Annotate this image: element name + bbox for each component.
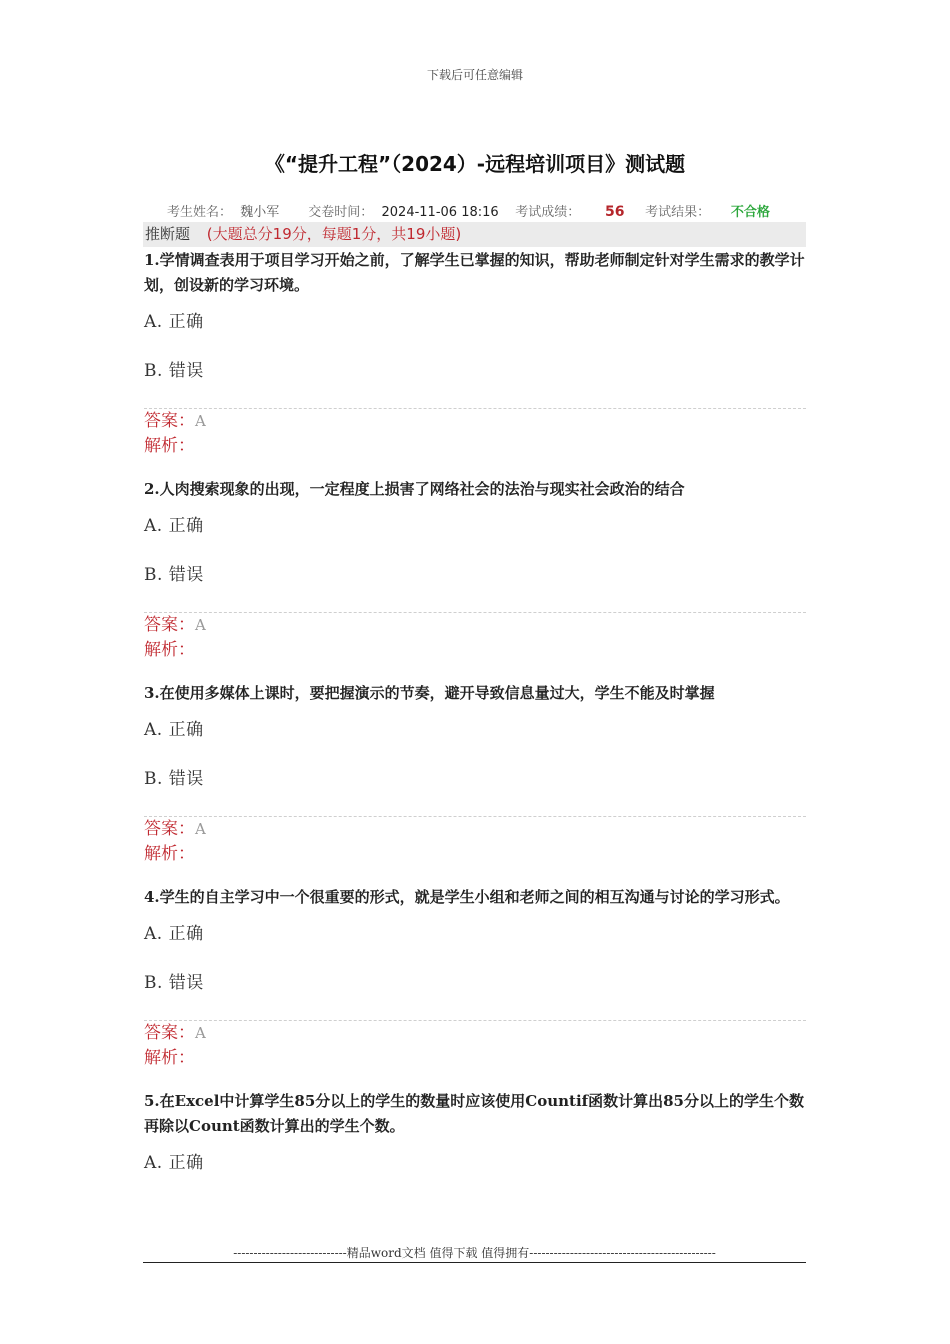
examinee-name: 魏小军 [240, 205, 280, 220]
question-text: 5.在Excel中计算学生85分以上的学生的数量时应该使用Countif函数计算出85分以上的学生个数再除以Count函数计算出的学生个数。 [144, 1092, 804, 1135]
question-1 [144, 248, 806, 477]
option-b[interactable]: B. 错误 [144, 769, 204, 789]
question-list [144, 248, 806, 1200]
answer-label: 答案： [144, 819, 195, 839]
option-a[interactable]: A. 正确 [144, 516, 204, 536]
question-text: 4.学生的自主学习中一个很重要的形式，就是学生小组和老师之间的相互沟通与讨论的学习形式。 [144, 888, 790, 906]
answer-row [144, 613, 806, 638]
exam-result: 不合格 [730, 205, 770, 220]
page-header-note: 下载后可任意编辑 [426, 68, 523, 82]
option-b[interactable]: B. 错误 [144, 361, 204, 381]
question-2 [144, 477, 806, 681]
question-4 [144, 885, 806, 1089]
section-info: (大题总分19分，每题1分，共19小题) [206, 225, 462, 243]
answer-value: A [195, 616, 206, 634]
answer-row [144, 817, 806, 842]
submit-time: 2024-11-06 18:16 [381, 205, 499, 220]
document-title: 《“提升工程”（2024）-远程培训项目》测试题 [264, 152, 686, 176]
question-3 [144, 681, 806, 885]
question-text: 2.人肉搜索现象的出现，一定程度上损害了网络社会的法治与现实社会政治的结合 [144, 480, 685, 498]
answer-label: 答案： [144, 615, 195, 635]
answer-row [144, 409, 806, 434]
submit-time-label: 交卷时间： [308, 205, 374, 220]
footer-rule [143, 1262, 806, 1263]
answer-value: A [195, 1024, 206, 1042]
name-label: 考生姓名： [167, 205, 233, 220]
option-a[interactable]: A. 正确 [144, 924, 204, 944]
section-title: 推断题 [145, 225, 191, 243]
exam-score: 56 [605, 204, 625, 220]
question-text: 3.在使用多媒体上课时，要把握演示的节奏，避开导致信息量过大，学生不能及时掌握 [144, 684, 715, 702]
result-label: 考试结果： [645, 205, 711, 220]
option-a[interactable]: A. 正确 [144, 1153, 204, 1173]
exam-meta [167, 201, 770, 220]
option-a[interactable]: A. 正确 [144, 312, 204, 332]
analysis-label: 解析： [144, 436, 195, 456]
answer-value: A [195, 412, 206, 430]
option-a[interactable]: A. 正确 [144, 720, 204, 740]
answer-value: A [195, 820, 206, 838]
option-b[interactable]: B. 错误 [144, 973, 204, 993]
score-label: 考试成绩： [515, 205, 581, 220]
answer-row [144, 1021, 806, 1046]
section-header [143, 222, 806, 247]
question-text: 1.学情调查表用于项目学习开始之前，了解学生已掌握的知识，帮助老师制定针对学生需求的教学计划，创设新的学习环境。 [144, 251, 805, 294]
analysis-label: 解析： [144, 1048, 195, 1068]
option-b[interactable]: B. 错误 [144, 565, 204, 585]
analysis-label: 解析： [144, 844, 195, 864]
answer-label: 答案： [144, 1023, 195, 1043]
answer-label: 答案： [144, 411, 195, 431]
question-5 [144, 1089, 806, 1200]
analysis-label: 解析： [144, 640, 195, 660]
page-footer: ----------------------------精品word文档 值得下载 值得拥有---------------------------------------------- [233, 1246, 716, 1260]
